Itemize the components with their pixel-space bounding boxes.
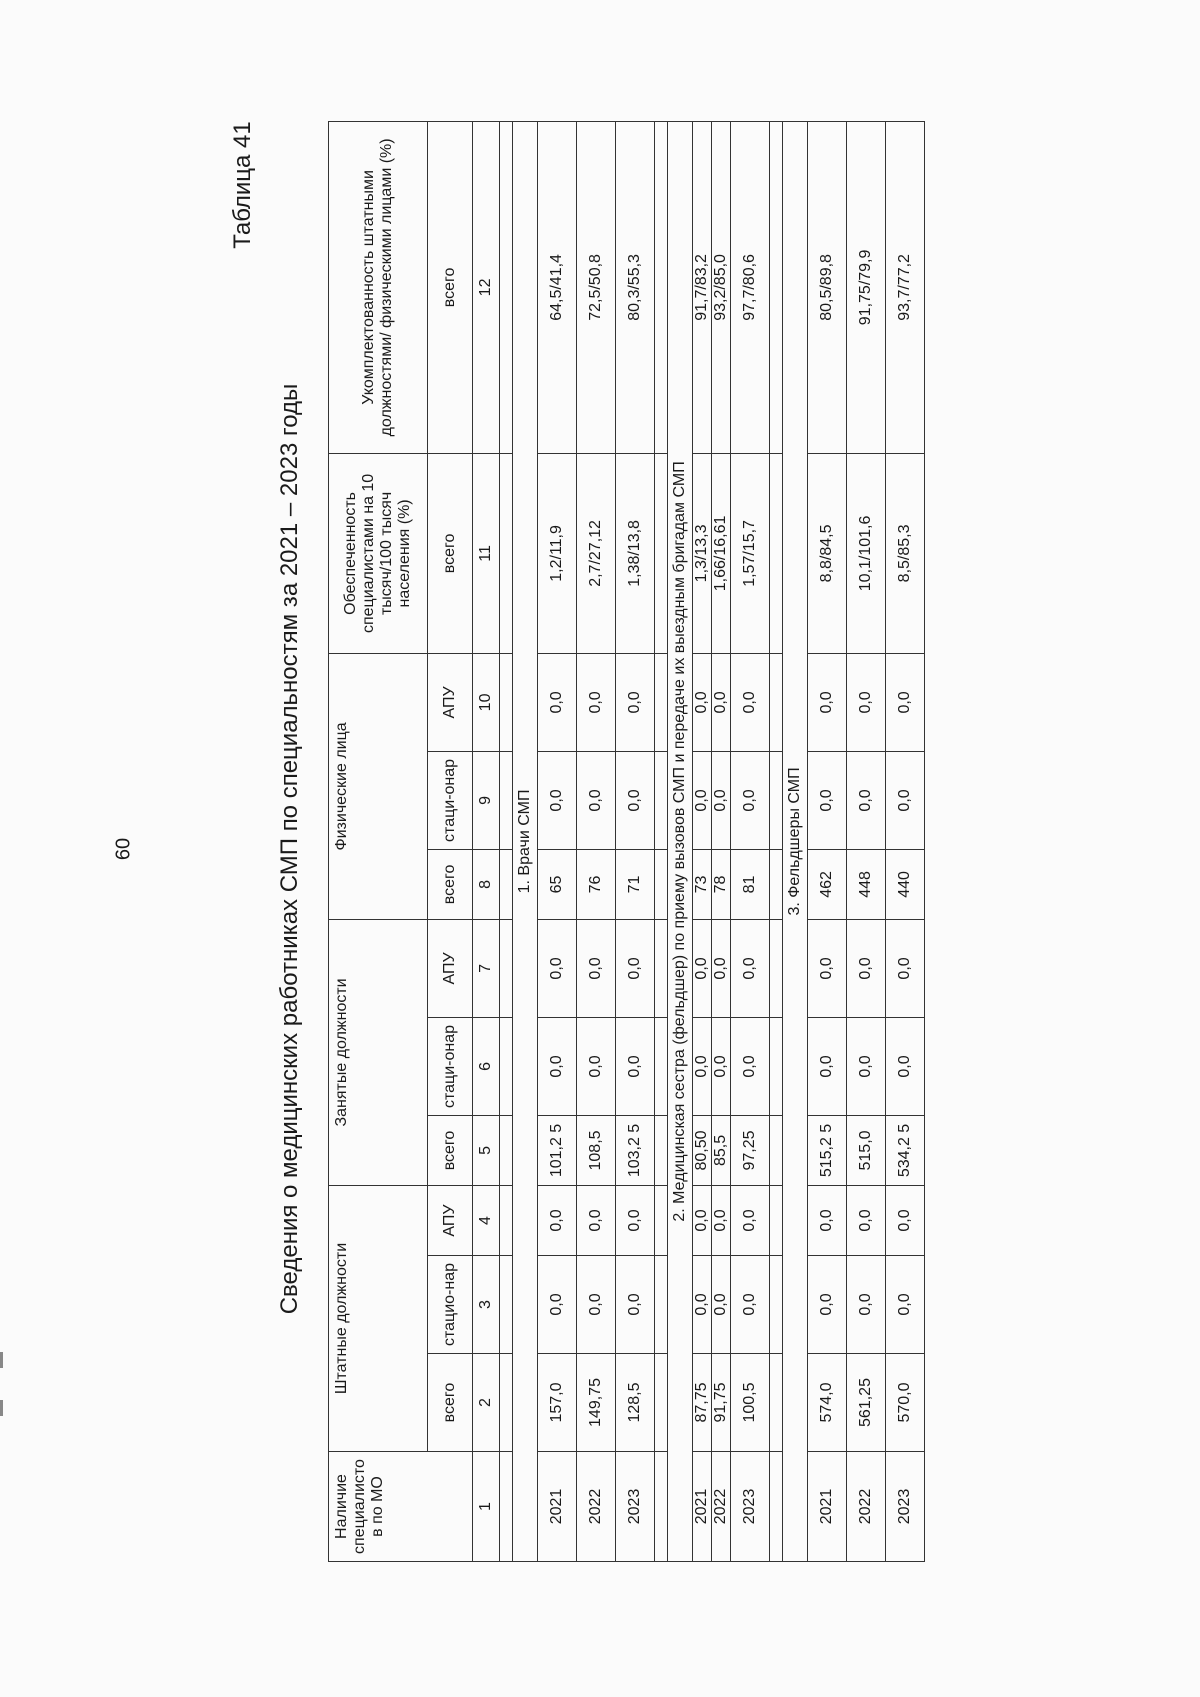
spacer-cell xyxy=(770,1185,783,1255)
value-cell: 91,75/79,9 xyxy=(847,121,886,453)
value-cell: 0,0 xyxy=(808,751,847,849)
column-number: 6 xyxy=(473,1017,500,1115)
column-number: 7 xyxy=(473,919,500,1017)
spacer-cell xyxy=(655,121,668,453)
spacer-cell xyxy=(770,121,783,453)
subheader-cell: АПУ xyxy=(428,653,473,751)
spacer-cell xyxy=(500,1185,513,1255)
header-staff-positions: Штатные должности xyxy=(329,1185,428,1451)
subheader-cell: всего xyxy=(428,121,473,453)
value-cell: 462 xyxy=(808,849,847,919)
section-title-row xyxy=(668,121,693,1561)
value-cell: 0,0 xyxy=(847,919,886,1017)
column-number: 5 xyxy=(473,1115,500,1185)
header-row-numbers xyxy=(473,121,500,1561)
table-caption: Таблица 41 xyxy=(229,121,256,249)
subheader-cell: АПУ xyxy=(428,1185,473,1255)
section-title: 1. Врачи СМП xyxy=(513,121,538,1561)
rotated-table-container xyxy=(328,122,924,1562)
spacer-cell xyxy=(770,849,783,919)
subheader-cell: всего xyxy=(428,453,473,653)
header-staffing: Укомплектованность штатными должностями/ физическими лицами (%) xyxy=(329,121,428,453)
value-cell: 93,2/85,0 xyxy=(712,121,731,453)
value-cell: 91,7/83,2 xyxy=(693,121,712,453)
value-cell: 108,5 xyxy=(577,1115,616,1185)
spacer-cell xyxy=(770,1452,783,1562)
value-cell: 85,5 xyxy=(712,1115,731,1185)
value-cell: 0,0 xyxy=(886,653,925,751)
value-cell: 1,2/11,9 xyxy=(538,453,577,653)
value-cell: 0,0 xyxy=(693,1017,712,1115)
section-title-row xyxy=(783,121,808,1561)
value-cell: 2,7/27,12 xyxy=(577,453,616,653)
header-occupied-positions: Занятые должности xyxy=(329,919,428,1185)
value-cell: 0,0 xyxy=(847,653,886,751)
value-cell: 561,25 xyxy=(847,1354,886,1452)
value-cell: 80,5/89,8 xyxy=(808,121,847,453)
spacer-cell xyxy=(655,1115,668,1185)
value-cell: 0,0 xyxy=(616,751,655,849)
value-cell: 0,0 xyxy=(538,1256,577,1354)
spacer-cell xyxy=(770,919,783,1017)
value-cell: 0,0 xyxy=(538,1017,577,1115)
header-provision: Обеспеченность специалистами на 10 тысяч/100 тысяч населения (%) xyxy=(329,453,428,653)
value-cell: 73 xyxy=(693,849,712,919)
spacer-cell xyxy=(655,1256,668,1354)
value-cell: 0,0 xyxy=(616,1256,655,1354)
spacer-cell xyxy=(655,849,668,919)
page-number: 60 xyxy=(112,837,135,861)
spacer-cell xyxy=(770,453,783,653)
column-number: 4 xyxy=(473,1185,500,1255)
spacer-cell xyxy=(500,849,513,919)
year-cell: 2023 xyxy=(616,1452,655,1562)
value-cell: 0,0 xyxy=(693,1185,712,1255)
value-cell: 0,0 xyxy=(538,1185,577,1255)
spacer-cell xyxy=(655,1185,668,1255)
value-cell: 440 xyxy=(886,849,925,919)
column-number: 12 xyxy=(473,121,500,453)
spacer-cell xyxy=(500,1354,513,1452)
value-cell: 0,0 xyxy=(886,919,925,1017)
value-cell: 76 xyxy=(577,849,616,919)
spacer-cell xyxy=(770,1256,783,1354)
value-cell: 0,0 xyxy=(731,1256,770,1354)
year-cell: 2021 xyxy=(808,1452,847,1562)
spacer-cell xyxy=(500,751,513,849)
value-cell: 0,0 xyxy=(616,1017,655,1115)
spacer-cell xyxy=(770,653,783,751)
value-cell: 8,8/84,5 xyxy=(808,453,847,653)
table-row xyxy=(808,121,847,1561)
value-cell: 0,0 xyxy=(808,1256,847,1354)
value-cell: 157,0 xyxy=(538,1354,577,1452)
spacer-cell xyxy=(655,751,668,849)
value-cell: 0,0 xyxy=(693,1256,712,1354)
table-row xyxy=(693,121,712,1561)
value-cell: 0,0 xyxy=(712,1017,731,1115)
value-cell: 0,0 xyxy=(577,1185,616,1255)
value-cell: 0,0 xyxy=(886,751,925,849)
value-cell: 71 xyxy=(616,849,655,919)
spacer-cell xyxy=(770,1354,783,1452)
spacer-cell xyxy=(655,919,668,1017)
staff-statistics-table xyxy=(328,121,925,1562)
value-cell: 0,0 xyxy=(886,1185,925,1255)
value-cell: 0,0 xyxy=(577,751,616,849)
value-cell: 80,3/55,3 xyxy=(616,121,655,453)
spacer-cell xyxy=(500,453,513,653)
value-cell: 78 xyxy=(712,849,731,919)
section-title: 2. Медицинская сестра (фельдшер) по приему вызовов СМП и передаче их выездным бригадам СМП xyxy=(668,121,693,1561)
section-title: 3. Фельдшеры СМП xyxy=(783,121,808,1561)
value-cell: 1,38/13,8 xyxy=(616,453,655,653)
table-row xyxy=(616,121,655,1561)
spacer-cell xyxy=(500,653,513,751)
year-cell: 2023 xyxy=(886,1452,925,1562)
spacer-cell xyxy=(500,1115,513,1185)
value-cell: 515,0 xyxy=(847,1115,886,1185)
section-spacer-row xyxy=(655,121,668,1561)
year-cell: 2021 xyxy=(538,1452,577,1562)
column-number: 2 xyxy=(473,1354,500,1452)
value-cell: 0,0 xyxy=(577,653,616,751)
value-cell: 0,0 xyxy=(712,919,731,1017)
spacer-cell xyxy=(655,1452,668,1562)
value-cell: 80,50 xyxy=(693,1115,712,1185)
table-row xyxy=(731,121,770,1561)
value-cell: 0,0 xyxy=(616,653,655,751)
column-number: 8 xyxy=(473,849,500,919)
value-cell: 97,7/80,6 xyxy=(731,121,770,453)
table-title: Сведения о медицинских работниках СМП по специальностям за 2021 – 2023 годы xyxy=(276,383,303,1315)
value-cell: 0,0 xyxy=(577,1017,616,1115)
value-cell: 0,0 xyxy=(577,1256,616,1354)
table-row xyxy=(712,121,731,1561)
value-cell: 0,0 xyxy=(731,751,770,849)
table-row xyxy=(886,121,925,1561)
table-body xyxy=(500,121,925,1561)
value-cell: 128,5 xyxy=(616,1354,655,1452)
subheader-cell: АПУ xyxy=(428,919,473,1017)
value-cell: 574,0 xyxy=(808,1354,847,1452)
value-cell: 0,0 xyxy=(847,1256,886,1354)
year-cell: 2023 xyxy=(731,1452,770,1562)
value-cell: 0,0 xyxy=(693,919,712,1017)
value-cell: 97,25 xyxy=(731,1115,770,1185)
header-individuals: Физические лица xyxy=(329,653,428,919)
spacer-cell xyxy=(770,1017,783,1115)
column-number: 9 xyxy=(473,751,500,849)
value-cell: 0,0 xyxy=(712,1185,731,1255)
spacer-cell xyxy=(655,1017,668,1115)
value-cell: 570,0 xyxy=(886,1354,925,1452)
value-cell: 64,5/41,4 xyxy=(538,121,577,453)
value-cell: 0,0 xyxy=(731,1017,770,1115)
value-cell: 0,0 xyxy=(731,653,770,751)
subheader-cell: стацио-нар xyxy=(428,1256,473,1354)
subheader-cell: стаци-онар xyxy=(428,751,473,849)
value-cell: 0,0 xyxy=(731,919,770,1017)
value-cell: 10,1/101,6 xyxy=(847,453,886,653)
value-cell: 8,5/85,3 xyxy=(886,453,925,653)
year-cell: 2022 xyxy=(712,1452,731,1562)
header-specialists: Наличие специалистов по МО xyxy=(329,1452,473,1562)
spacer-cell xyxy=(770,751,783,849)
spacer-cell xyxy=(770,1115,783,1185)
value-cell: 0,0 xyxy=(577,919,616,1017)
value-cell: 0,0 xyxy=(712,751,731,849)
table-row xyxy=(577,121,616,1561)
spacer-cell xyxy=(500,1256,513,1354)
spacer-cell xyxy=(655,1354,668,1452)
value-cell: 0,0 xyxy=(616,919,655,1017)
value-cell: 0,0 xyxy=(538,751,577,849)
value-cell: 0,0 xyxy=(886,1017,925,1115)
year-cell: 2022 xyxy=(577,1452,616,1562)
subheader-cell: всего xyxy=(428,1115,473,1185)
section-spacer-row xyxy=(500,121,513,1561)
value-cell: 1,3/13,3 xyxy=(693,453,712,653)
value-cell: 103,2 5 xyxy=(616,1115,655,1185)
value-cell: 101,2 5 xyxy=(538,1115,577,1185)
value-cell: 1,57/15,7 xyxy=(731,453,770,653)
subheader-cell: стаци-онар xyxy=(428,1017,473,1115)
column-number: 3 xyxy=(473,1256,500,1354)
value-cell: 0,0 xyxy=(886,1256,925,1354)
value-cell: 0,0 xyxy=(808,1185,847,1255)
value-cell: 448 xyxy=(847,849,886,919)
subheader-cell: всего xyxy=(428,1354,473,1452)
value-cell: 0,0 xyxy=(847,1185,886,1255)
spacer-cell xyxy=(500,121,513,453)
value-cell: 0,0 xyxy=(731,1185,770,1255)
value-cell: 65 xyxy=(538,849,577,919)
value-cell: 149,75 xyxy=(577,1354,616,1452)
value-cell: 0,0 xyxy=(693,653,712,751)
header-row-sub xyxy=(428,121,473,1561)
value-cell: 0,0 xyxy=(538,919,577,1017)
value-cell: 93,7/77,2 xyxy=(886,121,925,453)
section-spacer-row xyxy=(770,121,783,1561)
value-cell: 81 xyxy=(731,849,770,919)
spacer-cell xyxy=(500,1017,513,1115)
table-row xyxy=(538,121,577,1561)
value-cell: 0,0 xyxy=(847,751,886,849)
value-cell: 100,5 xyxy=(731,1354,770,1452)
scan-edge-mark xyxy=(0,1400,3,1416)
value-cell: 72,5/50,8 xyxy=(577,121,616,453)
value-cell: 0,0 xyxy=(693,751,712,849)
value-cell: 0,0 xyxy=(616,1185,655,1255)
scan-edge-mark xyxy=(0,1352,3,1368)
value-cell: 1,66/16,61 xyxy=(712,453,731,653)
spacer-cell xyxy=(655,453,668,653)
column-number: 10 xyxy=(473,653,500,751)
subheader-cell: всего xyxy=(428,849,473,919)
column-number: 1 xyxy=(473,1452,500,1562)
value-cell: 91,75 xyxy=(712,1354,731,1452)
year-cell: 2021 xyxy=(693,1452,712,1562)
column-number: 11 xyxy=(473,453,500,653)
value-cell: 534,2 5 xyxy=(886,1115,925,1185)
value-cell: 0,0 xyxy=(808,653,847,751)
header-row-groups xyxy=(329,121,428,1561)
value-cell: 0,0 xyxy=(808,919,847,1017)
value-cell: 0,0 xyxy=(808,1017,847,1115)
spacer-cell xyxy=(655,653,668,751)
spacer-cell xyxy=(500,1452,513,1562)
value-cell: 87,75 xyxy=(693,1354,712,1452)
value-cell: 515,2 5 xyxy=(808,1115,847,1185)
value-cell: 0,0 xyxy=(712,1256,731,1354)
value-cell: 0,0 xyxy=(538,653,577,751)
value-cell: 0,0 xyxy=(847,1017,886,1115)
value-cell: 0,0 xyxy=(712,653,731,751)
spacer-cell xyxy=(500,919,513,1017)
table-row xyxy=(847,121,886,1561)
year-cell: 2022 xyxy=(847,1452,886,1562)
section-title-row xyxy=(513,121,538,1561)
